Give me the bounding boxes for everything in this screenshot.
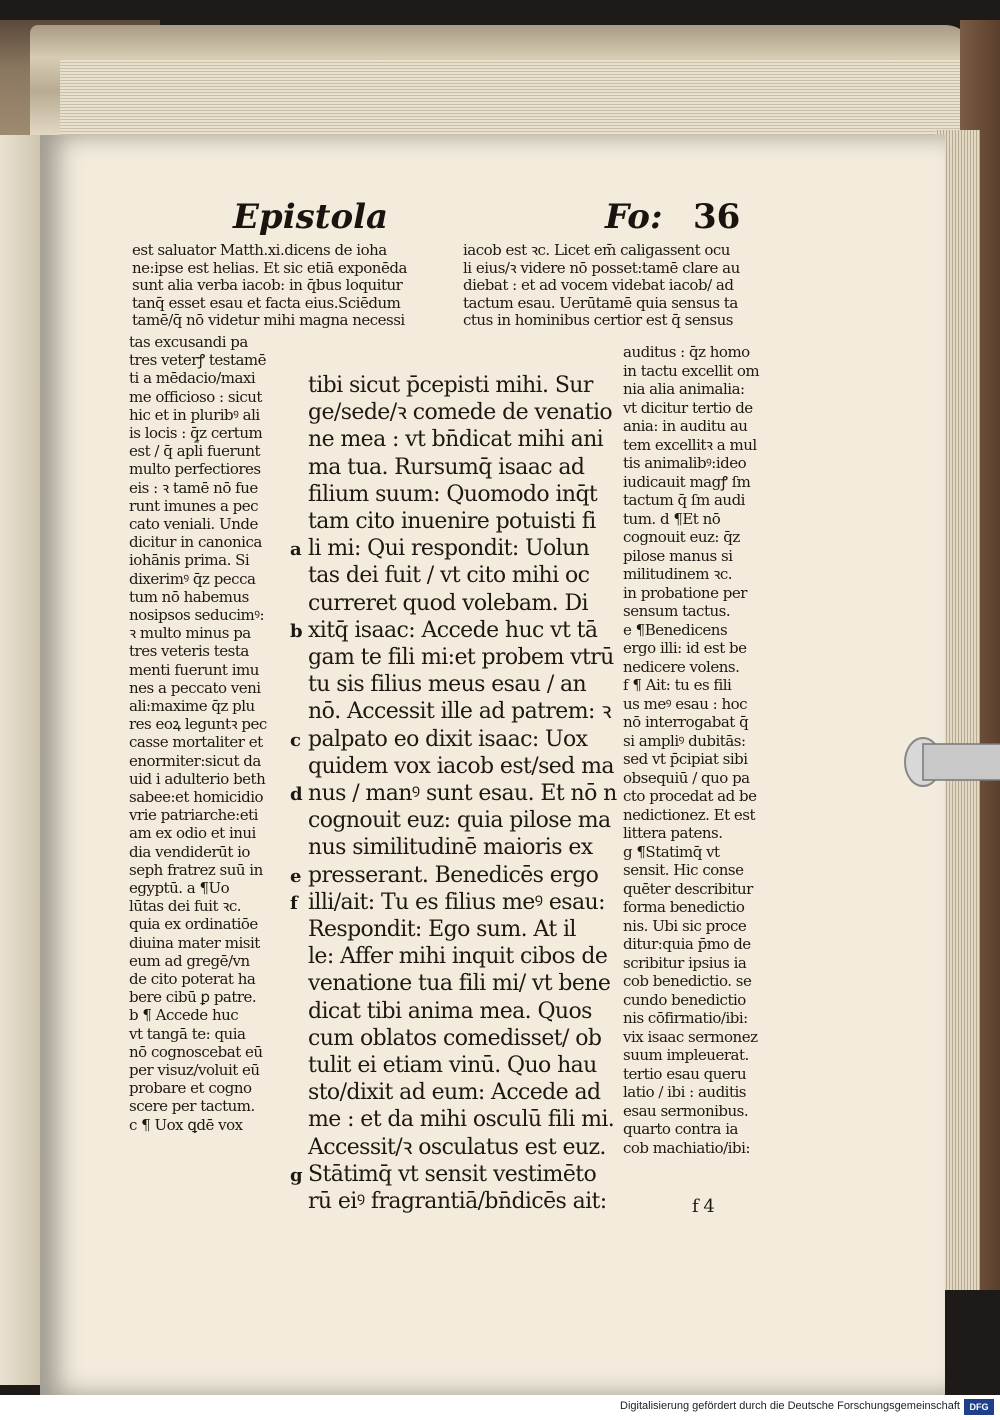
text-line: sensum tactus. [623, 602, 731, 620]
text-line: tum. d ¶Et nō [623, 509, 721, 528]
text-line: ctus in hominibus certior est q̄ sensus [463, 311, 733, 330]
text-line: cundo benedictio [623, 990, 746, 1009]
text-line: Stātimq̄ vt sensit vestimēto [308, 1161, 597, 1187]
text-line: quarto contra ia [623, 1120, 738, 1138]
footer-bar [0, 1395, 1000, 1420]
text-line: nus similitudinē maioris ex [308, 835, 593, 861]
text-line: iudicauit magꝭ ſm [623, 472, 751, 491]
text-line: cognouit euz: quia pilose ma [308, 808, 611, 834]
text-line: seph fratrez suū in [129, 860, 263, 879]
text-line: nia alia animalia: [623, 380, 745, 398]
text-line: iohānis prima. Si [129, 551, 250, 570]
text-line: ti a mēdacio/maxi [129, 369, 256, 388]
text-line: res eoꝝ leguntꝛ pec [129, 715, 267, 734]
text-line: g ¶Statimq̄ vt [623, 842, 720, 861]
text-line: pilose manus si [623, 546, 733, 565]
text-line: tactum q̄ ſm audi [623, 491, 745, 509]
left-page-sliver [0, 135, 40, 1385]
text-line: eum ad gregē/vn [129, 951, 250, 970]
text-line: ma tua. Rursumq̄ isaac ad [308, 454, 585, 480]
text-line: tis animalibꝰ:ideo [623, 454, 747, 472]
text-line: per visuz/voluit eū [129, 1061, 260, 1079]
text-line: quia ex ordinatiōe [129, 915, 258, 934]
text-line: de cito poterat ha [129, 970, 256, 988]
text-line: nus / manꝰ sunt esau. Et nō n [308, 781, 617, 806]
text-line: quidem vox iacob est/sed ma [308, 753, 614, 779]
text-line: egyptū. a ¶Uo [129, 879, 230, 897]
text-line: ꝛ multo minus pa [129, 624, 251, 643]
margin-letter: g [290, 1164, 303, 1186]
text-line: am ex odio et inui [129, 824, 256, 843]
text-line: ne:ipse est helias. Et sic etiā exponēda [132, 258, 407, 277]
page-clip [903, 730, 1000, 800]
text-line: in probatione per [623, 583, 747, 602]
margin-letter: a [290, 539, 302, 561]
dfg-logo: DFG [964, 1399, 994, 1415]
text-line: tas dei fuit / vt cito mihi oc [308, 563, 590, 589]
text-line: curreret quod volebam. Di [308, 590, 588, 616]
signature-mark: f 4 [692, 1196, 715, 1217]
text-line: diebat : et ad vocem videbat iacob/ ad [463, 276, 734, 295]
text-line: f ¶ Ait: tu es fili [623, 676, 732, 694]
text-line: est / q̄ apl̄i fuerunt [129, 442, 261, 461]
folio-label: Fo: [605, 197, 663, 237]
text-line: si ampliꝰ dubitās: [623, 731, 746, 750]
text-line: c ¶ Uox ꝗdē vox [129, 1115, 243, 1134]
text-line: dicat tibi anima mea. Quos [308, 998, 592, 1024]
margin-letter: d [290, 784, 303, 805]
margin-letter: c [290, 729, 301, 751]
text-line: us meꝰ esau : hoc [623, 694, 748, 713]
text-line: tas excusandi pa [129, 333, 248, 351]
text-line: nō cognoscebat eū [129, 1042, 263, 1061]
text-line: nis. Ubi sic proce [623, 916, 747, 935]
text-line: vrie patriarche:eti [129, 806, 258, 825]
text-line: multo perfectiores [129, 460, 261, 479]
text-line: ditur:quia p̄mo de [623, 935, 751, 953]
text-line: hic et in pluribꝰ ali [129, 405, 260, 424]
text-line: tibi sicut p̄cepisti mihi. Sur [308, 373, 593, 398]
text-line: lūtas dei fuit ꝛc. [129, 897, 242, 916]
text-line: ergo illi: id est be [623, 639, 747, 657]
text-line: cob benedictio. se [623, 972, 752, 990]
running-title: Epistola [233, 197, 389, 237]
margin-letter: f [290, 892, 298, 914]
margin-letter: e [290, 865, 302, 887]
text-line: rū eiꝰ fragrantiā/bn̄dicēs ait: [308, 1189, 607, 1214]
text-line: runt imunes a pec [129, 496, 259, 515]
text-line: scribitur ipsius ia [623, 953, 747, 972]
text-line: tulit ei etiam vinū. Quo hau [308, 1053, 597, 1078]
text-line: cum oblatos comedisset/ ob [308, 1025, 602, 1051]
text-line: probare et cogno [129, 1079, 252, 1098]
text-line: tres veteris testa [129, 642, 249, 661]
text-line: tam cito inuenire potuisti fi [308, 509, 596, 534]
text-line: cto procedat ad be [623, 787, 757, 805]
text-line: is locis : q̄z certum [129, 424, 263, 442]
text-line: tem excellitꝛ a mul [623, 435, 757, 454]
text-line: le: Affer mihi inquit cibos de [308, 944, 608, 970]
text-line: esau sermonibus. [623, 1101, 749, 1120]
text-line: xitq̄ isaac: Accede huc vt tā [308, 617, 598, 643]
text-line: cob machiatio/ibi: [623, 1138, 750, 1157]
text-line: me : et da mihi osculū fili mi. [308, 1107, 615, 1133]
funding-notice: Digitalisierung gefördert durch die Deutsche Forschungsgemeinschaft [620, 1400, 960, 1412]
text-line: nō. Accessit ille ad patrem: ꝛ [308, 699, 611, 725]
margin-letter: b [290, 620, 303, 642]
text-line: illi/ait: Tu es filius meꝰ esau: [308, 889, 605, 915]
text-line: tertio esau queru [623, 1064, 747, 1083]
text-line: casse mortaliter et [129, 733, 263, 752]
text-line: vt dicitur tertio de [623, 398, 753, 417]
text-line: Accessit/ꝛ osculatus est euz. [308, 1134, 606, 1160]
text-line: iacob est ꝛc. Licet em̄ caligassent ocu [463, 241, 730, 259]
text-line: venatione tua fili mi/ vt bene [308, 971, 611, 997]
text-line: b ¶ Accede huc [129, 1006, 239, 1025]
text-line: dia vendiderūt io [129, 842, 250, 861]
text-line: sunt alia verba iacob: in q̄bus loquitur [132, 276, 403, 295]
text-line: tu sis filius meus esau / an [308, 672, 587, 698]
text-line: uid i adulterio beth [129, 769, 266, 788]
text-line: nō interrogabat q̄ [623, 713, 749, 731]
text-line: sensit. Hic conse [623, 861, 744, 879]
text-line: quēter describitur [623, 879, 753, 898]
printed-page [40, 135, 945, 1395]
text-line: ali:maxime q̄z plu [129, 697, 255, 715]
text-line: palpato eo dixit isaac: Uox [308, 726, 588, 752]
text-line: menti fuerunt imu [129, 660, 259, 679]
text-line: in tactu excellit om [623, 361, 760, 380]
text-line: tum nō habemus [129, 587, 249, 606]
text-line: obsequiū / quo pa [623, 768, 750, 787]
text-line: me officioso : sicut [129, 387, 262, 406]
text-line: nes a peccato veni [129, 678, 261, 697]
text-line: filium suum: Quomodo inq̄t [308, 481, 598, 507]
page-stack-top [60, 60, 960, 140]
text-line: sed vt p̄cipiat sibi [623, 750, 748, 768]
text-line: tanq̄ esset esau et facta eius.Sciēdum [132, 293, 401, 312]
text-line: dixerimꝰ q̄z pecca [129, 569, 256, 588]
text-line: li eius/ꝛ videre nō posset:tamē clare au [463, 258, 740, 277]
text-line: nosipsos seducimꝰ: [129, 606, 265, 624]
text-line: cognouit euz: q̄z [623, 528, 740, 546]
text-line: ge/sede/ꝛ comede de venatio [308, 400, 613, 426]
text-line: tres veterꝭ testamē [129, 351, 267, 370]
text-line: e ¶Benedicens [623, 620, 728, 639]
text-line: enormiter:sicut da [129, 751, 261, 770]
text-line: Respondit: Ego sum. At il [308, 917, 576, 942]
text-line: sabee:et homicidio [129, 788, 264, 806]
text-line: ne mea : vt bn̄dicat mihi ani [308, 427, 604, 453]
text-line: auditus : q̄z homo [623, 343, 750, 361]
text-line: latio / ibi : auditis [623, 1083, 746, 1101]
text-line: eis : ꝛ tamē nō fue [129, 478, 258, 497]
text-line: forma benedictio [623, 898, 745, 916]
text-line: li mi: Qui respondit: Uolun [308, 536, 590, 562]
text-line: dicitur in canonica [129, 533, 262, 552]
text-line: tamē/q̄ nō videtur mihi magna necessi [132, 311, 405, 330]
text-line: vt tangā te: quia [129, 1024, 246, 1043]
text-line: presserant. Benedicēs ergo [308, 862, 599, 888]
text-line: scere per tactum. [129, 1097, 255, 1116]
folio-number: 36 [693, 197, 741, 237]
text-line: nedicere volens. [623, 657, 740, 676]
text-line: sto/dixit ad eum: Accede ad [308, 1080, 601, 1106]
text-line: bere cibū ꝑ patre. [129, 988, 257, 1007]
text-line: cato veniali. Unde [129, 515, 258, 533]
text-line: suum impleuerat. [623, 1046, 749, 1064]
text-line: gam te fili mi:et probem vtrū [308, 645, 614, 670]
text-line: nis cōfirmatio/ibi: [623, 1009, 748, 1027]
text-line: diuina mater misit [129, 933, 260, 952]
text-line: militudinem ꝛc. [623, 565, 733, 583]
text-line: vix isaac sermonez [623, 1027, 758, 1046]
text-line: nedictionez. Et est [623, 805, 756, 824]
text-line: tactum esau. Uerūtamē quia sensus ta [463, 293, 738, 312]
text-line: ania: in auditu au [623, 417, 748, 435]
text-line: littera patens. [623, 824, 723, 842]
text-line: est saluator Matth.xi.dicens de ioha [132, 241, 387, 259]
